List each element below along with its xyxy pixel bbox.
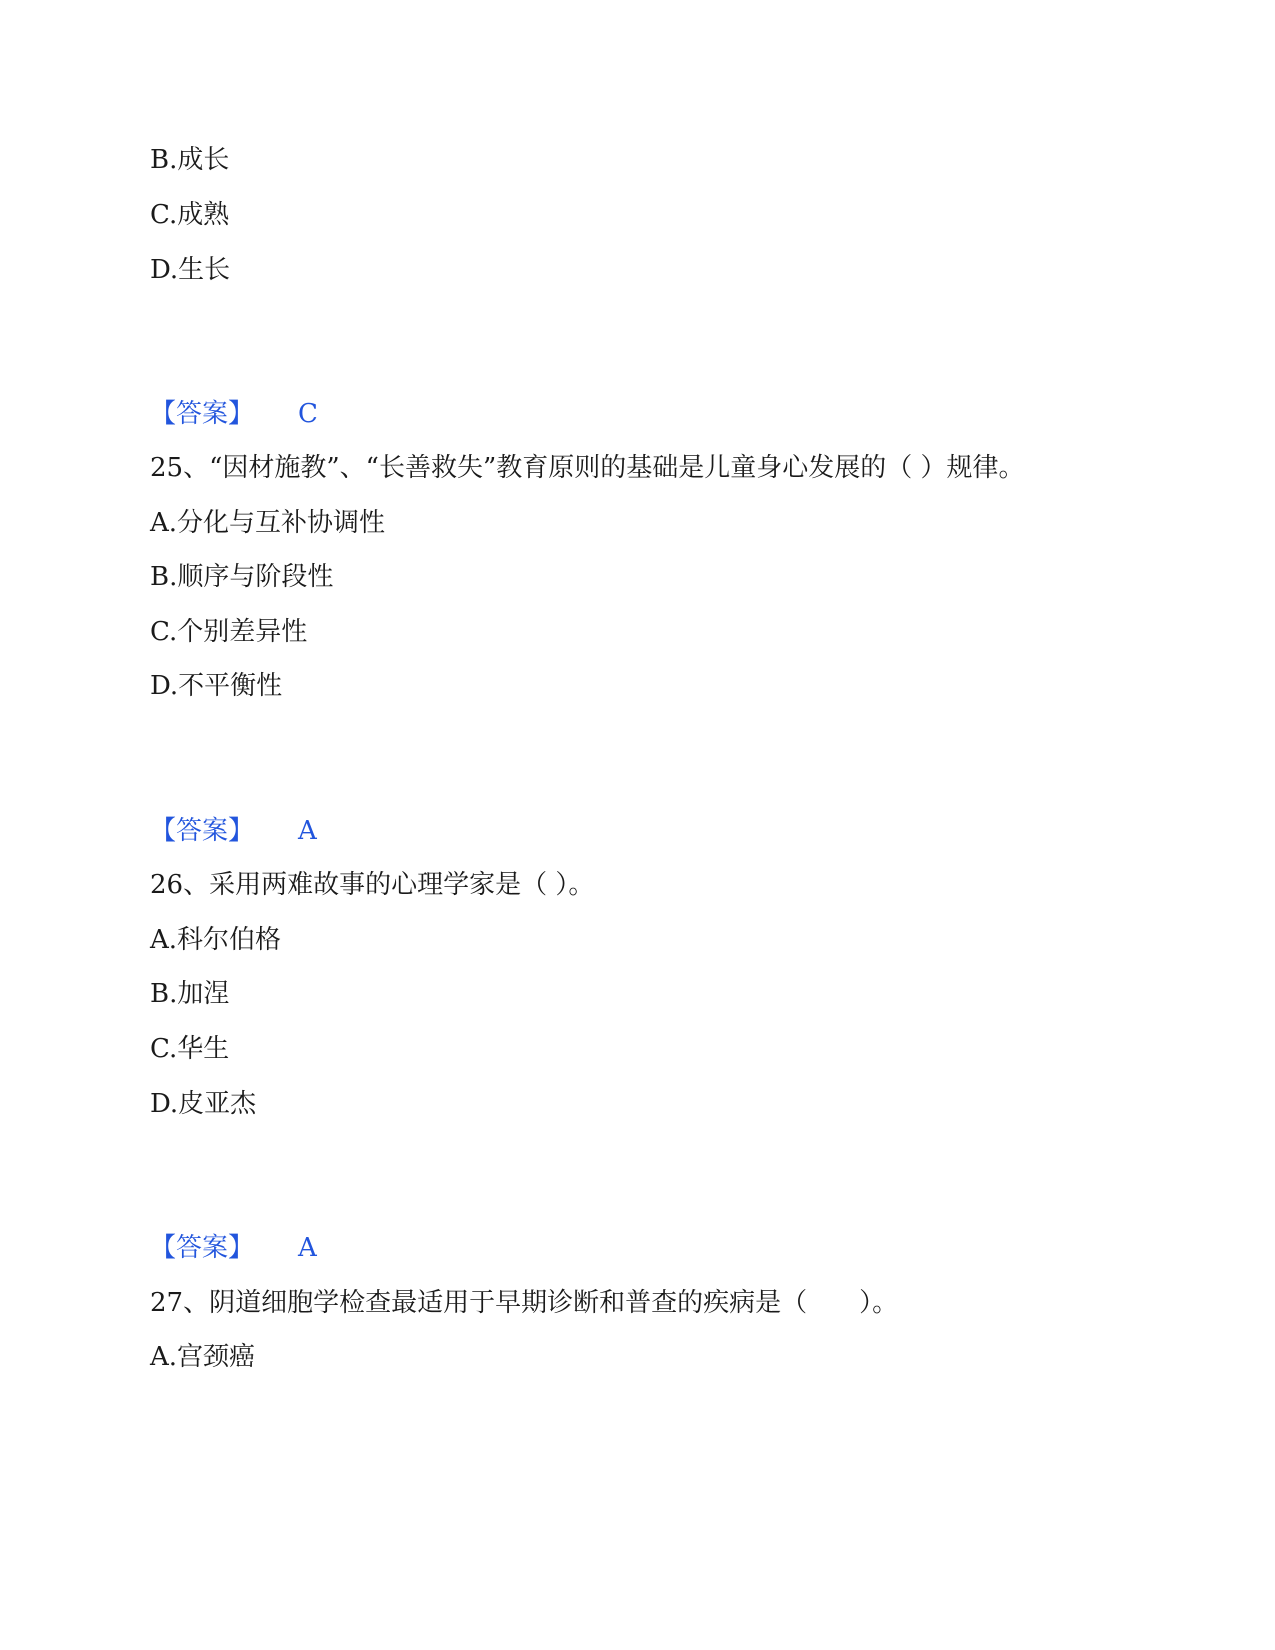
q26-option-a: A.科尔伯格 bbox=[150, 925, 282, 955]
answer-label: 【答案】 bbox=[150, 1233, 255, 1263]
q27-question: 27、阴道细胞学检查最适用于早期诊断和普查的疾病是（ ）。 bbox=[150, 1288, 899, 1318]
q26-option-b: B.加涅 bbox=[150, 979, 230, 1009]
q25-option-d: D.不平衡性 bbox=[150, 671, 283, 701]
q26-option-d: D.皮亚杰 bbox=[150, 1089, 257, 1119]
q27-option-a: A.宫颈癌 bbox=[150, 1342, 256, 1372]
q25-option-c: C.个别差异性 bbox=[150, 617, 308, 647]
answer-value: A bbox=[298, 1233, 317, 1263]
q24-option-d: D.生长 bbox=[150, 255, 231, 285]
q25-option-a: A.分化与互补协调性 bbox=[150, 508, 386, 538]
q26-option-c: C.华生 bbox=[150, 1034, 230, 1064]
q24-option-b: B.成长 bbox=[150, 145, 230, 175]
q26-answer bbox=[150, 1231, 317, 1265]
q25-option-b: B.顺序与阶段性 bbox=[150, 562, 334, 592]
answer-value: C bbox=[298, 399, 318, 429]
answer-label: 【答案】 bbox=[150, 399, 255, 429]
q24-answer bbox=[150, 397, 318, 431]
answer-value: A bbox=[298, 816, 317, 846]
q24-option-c: C.成熟 bbox=[150, 200, 230, 230]
q25-question: 25、“因材施教”、“长善救失”教育原则的基础是儿童身心发展的（ ）规律。 bbox=[150, 453, 1025, 483]
q26-question: 26、采用两难故事的心理学家是（ ）。 bbox=[150, 870, 595, 900]
q25-answer bbox=[150, 814, 317, 848]
answer-label: 【答案】 bbox=[150, 816, 255, 846]
